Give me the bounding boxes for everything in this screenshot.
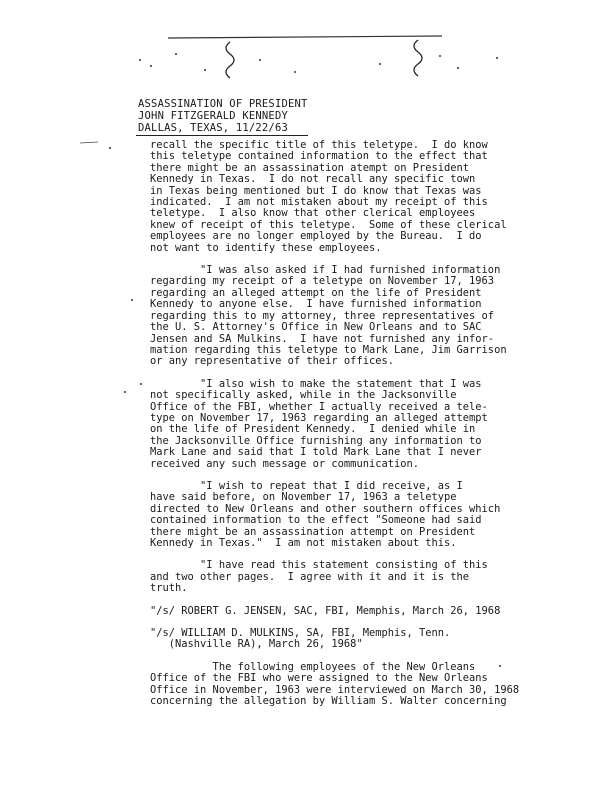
- text-line: indicated. I am not mistaken about my receipt of this: [150, 196, 488, 209]
- text-line: knew of receipt of this teletype. Some of these clerical: [150, 218, 507, 231]
- text-line: there might be an assassination attempt on President: [150, 525, 476, 538]
- text-line: "I wish to repeat that I did receive, as I: [150, 479, 463, 492]
- text-line: contained information to the effect "Someone had said: [150, 514, 482, 527]
- caption-underline: [136, 135, 308, 136]
- text-line: mation regarding this teletype to Mark Lane, Jim Garrison: [150, 343, 507, 356]
- signature-jensen: [150, 606, 590, 617]
- speck: [439, 55, 441, 57]
- text-line: Jensen and SA Mulkins. I have not furnished any infor-: [150, 332, 495, 345]
- punch-mark-left: [226, 42, 234, 78]
- text-line: employees are no longer employed by the Bureau. I do: [150, 230, 482, 243]
- caption-line-2: JOHN FITZGERALD KENNEDY: [138, 110, 288, 122]
- paragraph-new-orleans-employees: [150, 662, 590, 708]
- text-line: or any representative of their offices.: [150, 355, 394, 368]
- text-line: Office of the FBI, whether I actually received a tele-: [150, 400, 488, 413]
- speck: [139, 59, 141, 61]
- text-line: concerning the allegation by William S. Walter concerning: [150, 695, 507, 708]
- paragraph-repeat-statement: [150, 481, 590, 549]
- speck: [124, 391, 126, 393]
- text-line: this teletype contained information to the effect that: [150, 150, 488, 163]
- text-line: regarding my receipt of a teletype on November 17, 1963: [150, 275, 495, 288]
- case-caption: [138, 98, 308, 134]
- text-line: there might be an assassination atempt on President: [150, 161, 470, 174]
- text-line: regarding this to my attorney, three representatives of: [150, 309, 495, 322]
- speck: [131, 299, 133, 301]
- text-line: "/s/ ROBERT G. JENSEN, SAC, FBI, Memphis, March 26, 1968: [150, 604, 501, 617]
- speck: [379, 63, 381, 65]
- speck: [496, 57, 498, 59]
- text-line: The following employees of the New Orleans: [150, 660, 476, 673]
- text-line: in Texas being mentioned but I do know that Texas was: [150, 184, 482, 197]
- text-line: "/s/ WILLIAM D. MULKINS, SA, FBI, Memphis, Tenn.: [150, 627, 451, 640]
- document-body: [150, 140, 590, 707]
- paragraph-jacksonville-office: [150, 379, 590, 470]
- speck: [259, 59, 261, 61]
- speck: [175, 53, 177, 55]
- text-line: not specifically asked, while in the Jacksonville: [150, 389, 457, 402]
- text-line: the U. S. Attorney's Office in New Orleans and to SAC: [150, 321, 482, 334]
- text-line: directed to New Orleans and other southern offices which: [150, 502, 501, 515]
- text-line: type on November 17, 1963 regarding an alleged attempt: [150, 411, 488, 424]
- text-line: Office in November, 1963 were interviewed on March 30, 1968: [150, 683, 520, 696]
- text-line: Office of the FBI who were assigned to the New Orleans: [150, 672, 488, 685]
- punch-mark-right: [414, 40, 422, 76]
- caption-line-3: DALLAS, TEXAS, 11/22/63: [138, 122, 288, 134]
- text-line: not want to identify these employees.: [150, 241, 382, 254]
- text-line: regarding an alleged attempt on the life of President: [150, 286, 482, 299]
- text-line: the Jacksonville Office furnishing any information to: [150, 434, 482, 447]
- text-line: Kennedy in Texas. I do not recall any specific town: [150, 173, 476, 186]
- paragraph-read-statement: [150, 560, 590, 594]
- paragraph-furnished-information: [150, 265, 590, 368]
- speck: [150, 65, 152, 67]
- text-line: received any such message or communication.: [150, 457, 419, 470]
- text-line: Kennedy in Texas." I am not mistaken about this.: [150, 537, 457, 549]
- text-line: teletype. I also know that other clerical employees: [150, 207, 476, 220]
- speck: [457, 67, 459, 69]
- text-line: (Nashville RA), March 26, 1968": [150, 638, 363, 651]
- margin-mark: [80, 142, 98, 143]
- speck: [140, 383, 142, 385]
- signature-mulkins: [150, 628, 590, 651]
- speck: [294, 71, 296, 73]
- speck: [204, 69, 206, 71]
- caption-line-1: ASSASSINATION OF PRESIDENT: [138, 98, 308, 110]
- text-line: Kennedy to anyone else. I have furnished information: [150, 298, 482, 311]
- text-line: Mark Lane and said that I told Mark Lane that I never: [150, 446, 482, 459]
- text-line: "I was also asked if I had furnished information: [150, 264, 501, 277]
- text-line: and two other pages. I agree with it and it is the: [150, 570, 470, 583]
- text-line: truth.: [150, 582, 188, 595]
- text-line: "I have read this statement consisting of this: [150, 559, 488, 572]
- paragraph-continuation: [150, 140, 590, 254]
- text-line: "I also wish to make the statement that I was: [150, 377, 482, 390]
- speck: [109, 147, 111, 149]
- text-line: recall the specific title of this teletype. I do know: [150, 139, 488, 151]
- text-line: have said before, on November 17, 1963 a teletype: [150, 491, 457, 504]
- top-rule: [168, 36, 442, 38]
- text-line: on the life of President Kennedy. I denied while in: [150, 423, 476, 436]
